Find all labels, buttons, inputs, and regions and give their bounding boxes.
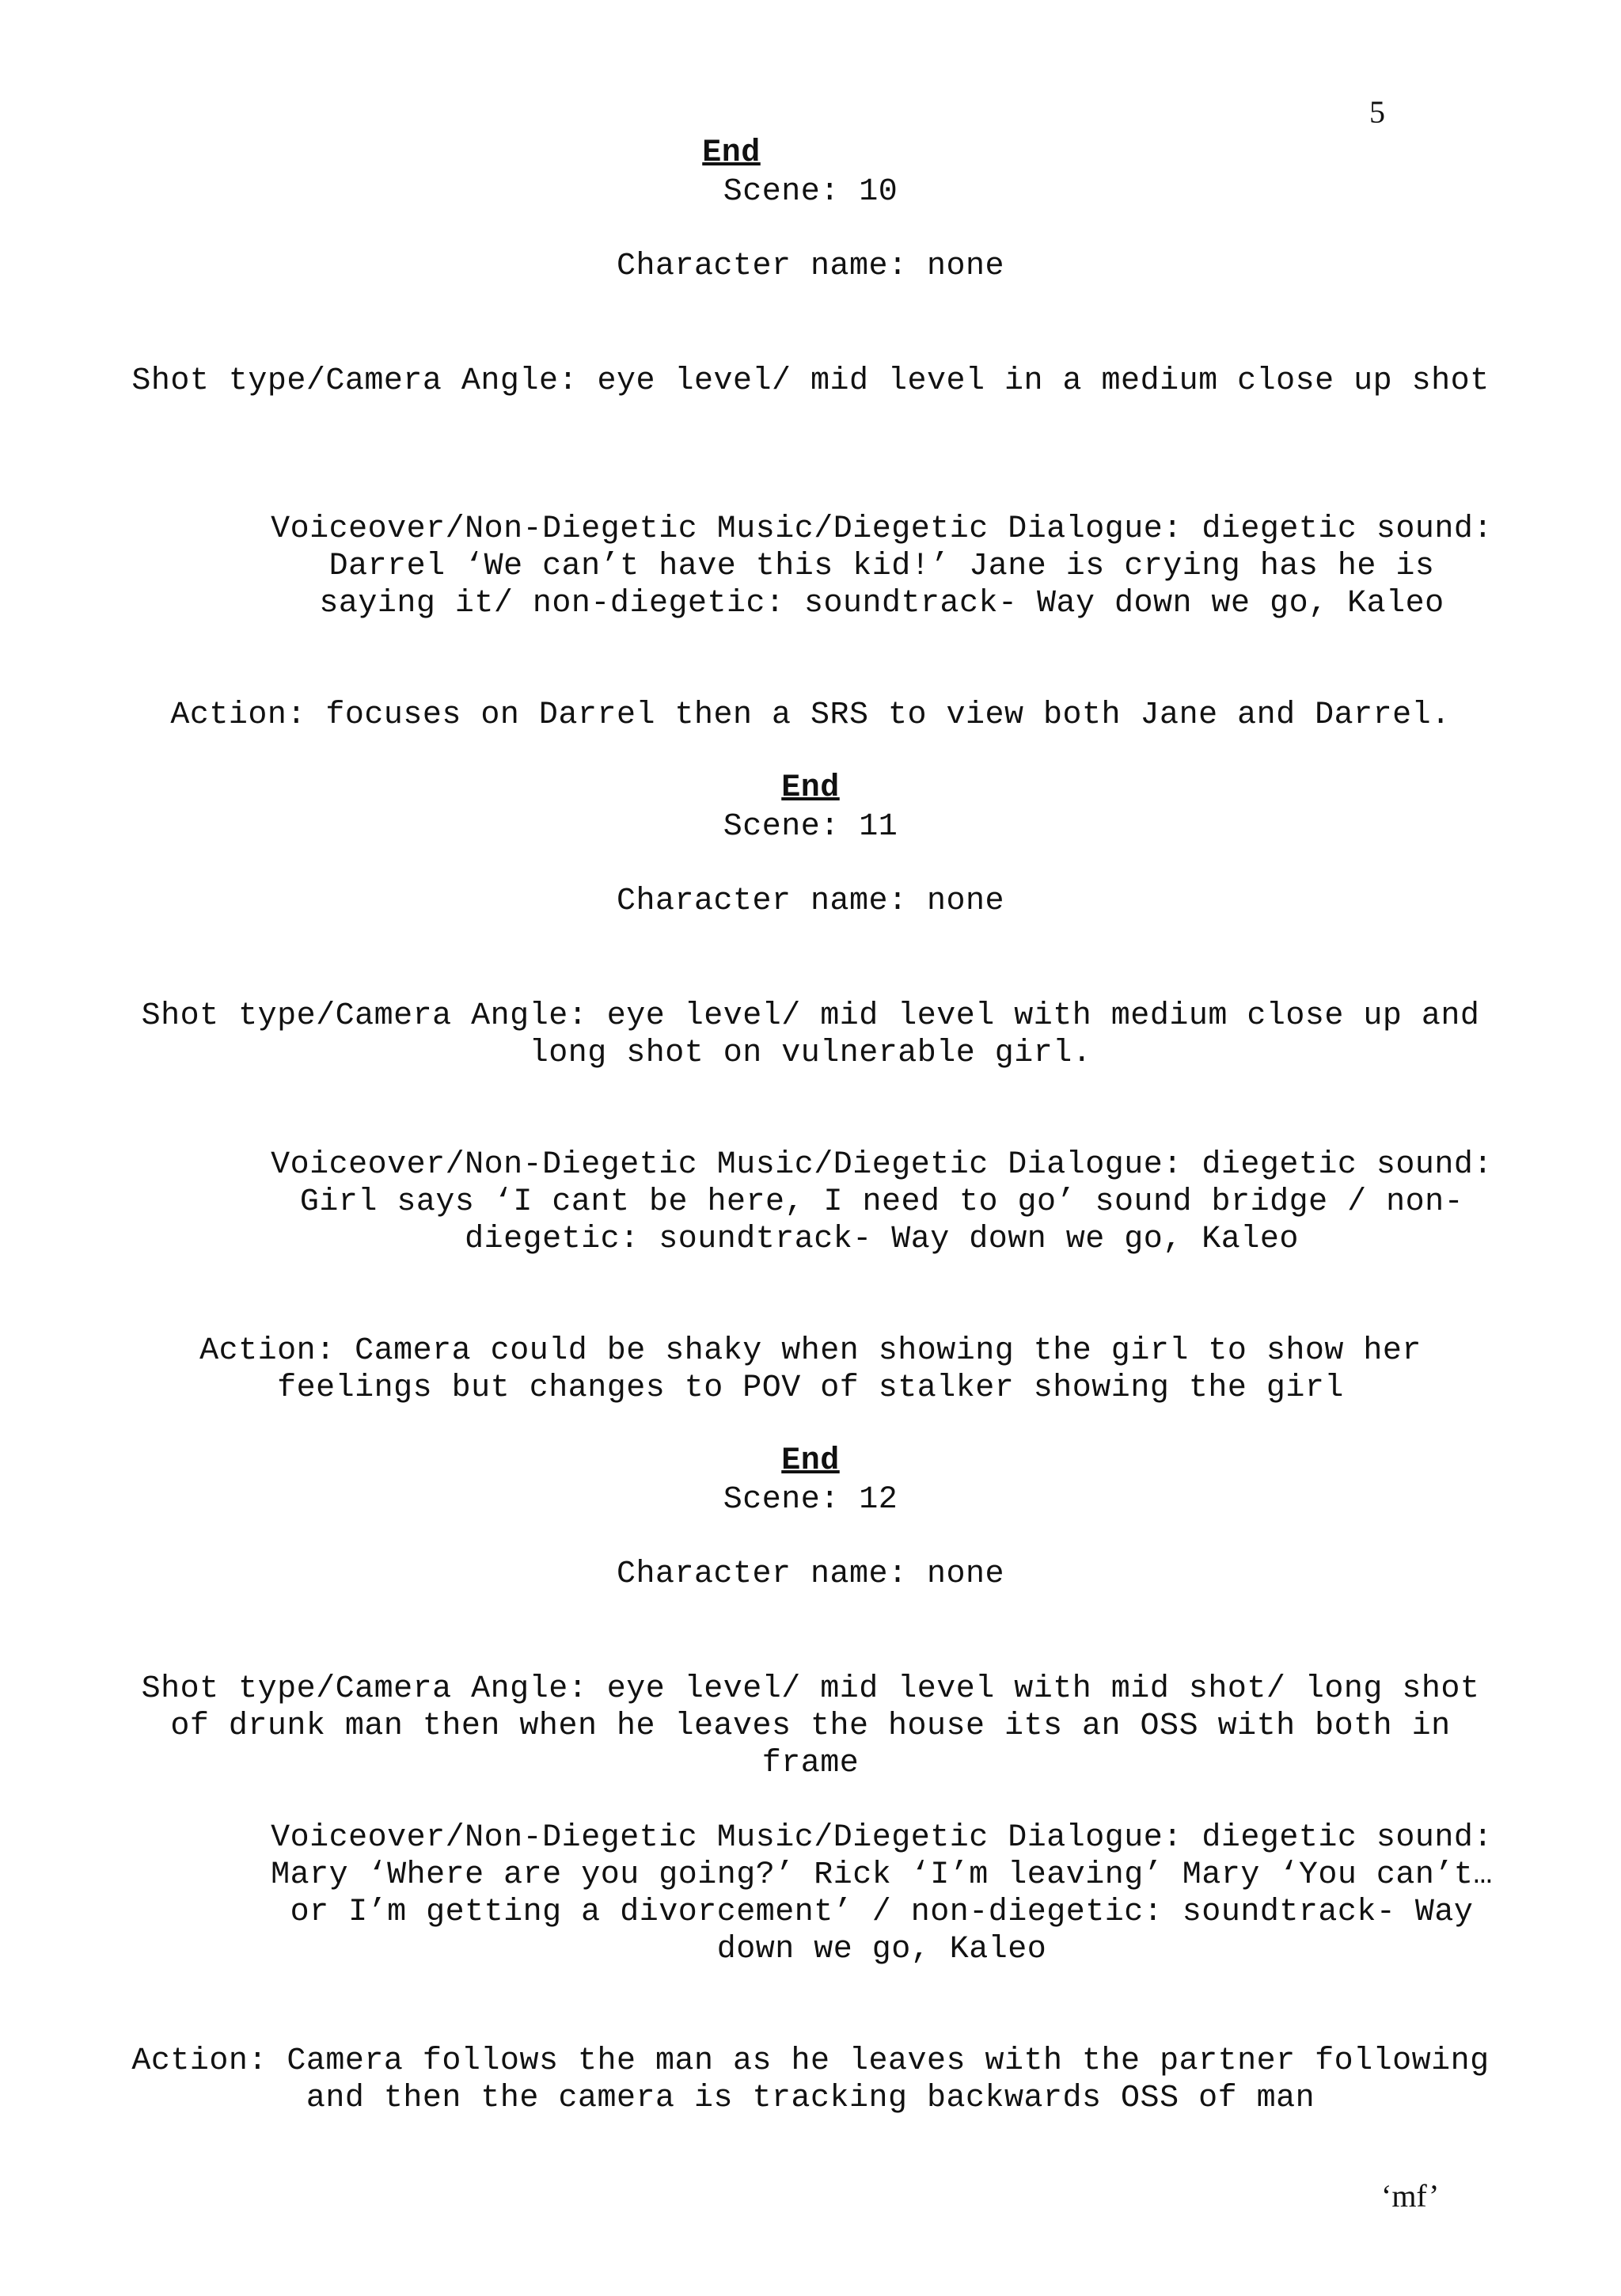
end-label: End [781, 1443, 840, 1479]
voiceover-line: or I’m getting a divorcement’ / non-diegetic: soundtrack- Way [290, 1895, 1474, 1930]
shot-type-line: of drunk man then when he leaves the house its an OSS with both in [170, 1709, 1451, 1744]
character-name: Character name: none [616, 884, 1005, 919]
voiceover-line: Mary ‘Where are you going?’ Rick ‘I’m leaving’ Mary ‘You can’t… [271, 1857, 1493, 1893]
action-line: and then the camera is tracking backwards OSS of man [306, 2081, 1315, 2116]
page-number: 5 [1369, 94, 1385, 130]
end-label: End [702, 135, 761, 171]
character-name: Character name: none [616, 249, 1005, 284]
shot-type-line: Shot type/Camera Angle: eye level/ mid level in a medium close up shot [131, 363, 1490, 399]
action-line: feelings but changes to POV of stalker showing the girl [277, 1370, 1344, 1406]
voiceover-line: down we go, Kaleo [716, 1932, 1047, 1967]
shot-type-line: frame [761, 1746, 860, 1781]
voiceover-line: Darrel ‘We can’t have this kid!’ Jane is crying has he is [328, 549, 1435, 584]
voiceover-line: saying it/ non-diegetic: soundtrack- Way down we go, Kaleo [319, 586, 1444, 622]
voiceover-line: Voiceover/Non-Diegetic Music/Diegetic Dialogue: diegetic sound: [271, 511, 1493, 547]
shot-type-line: Shot type/Camera Angle: eye level/ mid level with medium close up and [141, 998, 1480, 1034]
action-line: Action: focuses on Darrel then a SRS to view both Jane and Darrel. [170, 698, 1451, 733]
voiceover-line: diegetic: soundtrack- Way down we go, Kaleo [465, 1222, 1299, 1257]
action-line: Action: Camera could be shaky when showing the girl to show her [199, 1333, 1422, 1369]
voiceover-line: Voiceover/Non-Diegetic Music/Diegetic Dialogue: diegetic sound: [271, 1147, 1493, 1183]
action-line: Action: Camera follows the man as he leaves with the partner following [131, 2043, 1490, 2079]
shot-type-line: Shot type/Camera Angle: eye level/ mid level with mid shot/ long shot [141, 1671, 1480, 1707]
scene-heading: Scene: 10 [723, 174, 898, 210]
footer-initials: ‘mf’ [1381, 2178, 1440, 2214]
shot-type-line: long shot on vulnerable girl. [529, 1036, 1092, 1071]
character-name: Character name: none [616, 1557, 1005, 1592]
voiceover-line: Girl says ‘I cant be here, I need to go’ sound bridge / non- [299, 1184, 1464, 1220]
voiceover-line: Voiceover/Non-Diegetic Music/Diegetic Dialogue: diegetic sound: [271, 1820, 1493, 1856]
scene-heading: Scene: 12 [723, 1482, 898, 1518]
scene-heading: Scene: 11 [723, 809, 898, 845]
end-label: End [781, 770, 840, 806]
